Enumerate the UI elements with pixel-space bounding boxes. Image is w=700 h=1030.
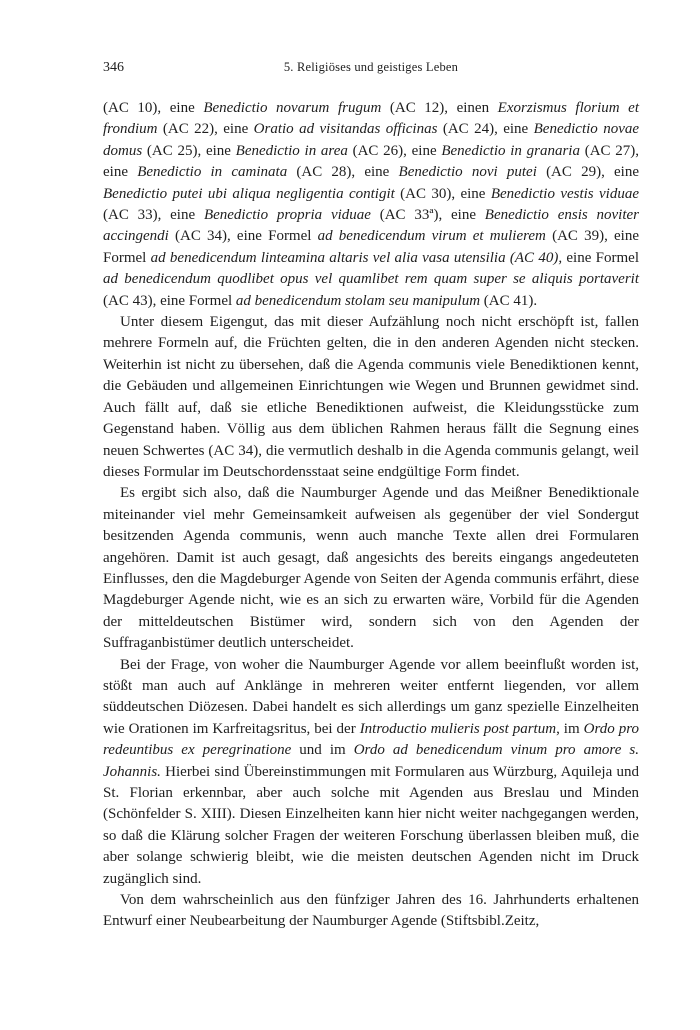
text-run: (AC 33ª), eine [370, 207, 485, 224]
latin-term: Benedictio in caminata [137, 164, 288, 181]
page-number: 346 [103, 60, 124, 75]
text-run: (AC 34), eine Formel [168, 228, 318, 245]
latin-term: Benedictio propria viduae [203, 207, 371, 224]
text-run: (AC 10), eine [103, 100, 204, 116]
latin-term: ad benedicendum virum et mulierem [317, 228, 546, 245]
text-run: (AC 26), eine [347, 142, 442, 159]
text-run: (AC 24), eine [437, 121, 534, 138]
text-run: , im [556, 720, 584, 737]
text-run: (AC 29), eine [536, 164, 640, 181]
latin-term: Oratio ad visitandas officinas [253, 121, 438, 138]
latin-term: Benedictio ensis noviter accingendi [103, 207, 639, 245]
text-run: Unter diesem Eigengut, das mit dieser Aufzählung noch nicht erschöpft ist, fallen mehrere Formeln auf, die Früchten gelten, die in den anderen Agenden nicht stecken. Weiterhin ist nicht zu übersehen, daß die Agenda communis viele Benediktionen kennt, die Gebäuden und allgemeinen Einrichtungen wie Wegen und Brunnen gewidmet sind. Auch fällt auf, daß sie etliche Benediktionen aufweist, die Kleidungsstücke zum Gegenstand haben. Völlig aus dem üblichen Rahmen heraus fällt die Segnung eines neuen Schwertes (AC 34), die vermutlich deshalb in die Agenda communis gelangt, weil dieses Formular im Deutschordensstaat seine endgültige Form findet. [103, 314, 639, 480]
text-run: (AC 43), eine Formel [103, 292, 236, 309]
latin-term: ad benedicendum quodlibet opus vel quamlibet rem quam super se aliquis portaverit [103, 271, 639, 288]
book-page [103, 60, 639, 933]
text-run: (AC 25), eine [142, 142, 236, 159]
paragraph [103, 890, 639, 933]
latin-term: Benedictio novae domus [103, 121, 640, 159]
text-run: Von dem wahrscheinlich aus den fünfziger Jahren des 16. Jahrhunderts erhaltenen Entwurf einer Neubearbeitung der Naumburger Agende (Stiftsbibl.Zeitz, [103, 892, 639, 930]
latin-term: Ordo ad benedicendum vinum pro amore s. Johannis. [103, 742, 639, 780]
text-run: Es ergibt sich also, daß die Naumburger Agende und das Meißner Benediktionale miteinander viel mehr Gemeinsamkeit aufweisen als gegenüber der viel Sondergut besitzenden Agenda communis, wenn auch manche Texte allen drei Formularen angehören. Damit ist auch gesagt, daß angesichts des bereits eingangs angedeuteten Einflusses, den die Magdeburger Agende von Seiten der Agenda communis erfährt, diese Magdeburger Agende nicht, wie es an sich zu erwarten wäre, Vorbild für die Agenden der mitteldeutschen Bistümer wird, sondern sich von den Agenden der Suffraganbistümer deutlich unterscheidet. [103, 485, 639, 652]
text-run: (AC 28), eine [287, 164, 399, 181]
body-text [103, 98, 639, 933]
text-run: (AC 33), eine [103, 207, 204, 224]
paragraph [103, 483, 639, 654]
latin-term: Benedictio in granaria [441, 142, 580, 159]
text-run: Hierbei sind Übereinstimmungen mit Formularen aus Würzburg, Aquileja und St. Florian erkennbar, aber auch solche mit Agenden aus Breslau und Minden (Schönfelder S. XIII). Diesen Einzelheiten kann hier nicht weiter nachgegangen werden, so daß die Klärung solcher Fragen der weiteren Forschung überlassen bleiben muß, die aber solange schwierig bleibt, wie die meisten deutschen Agenden nicht im Druck zugänglich sind. [103, 763, 639, 887]
latin-term: Benedictio putei ubi aliqua negligentia contigit [103, 185, 395, 202]
text-run: (AC 12), einen [381, 100, 498, 116]
paragraph [103, 312, 639, 483]
text-run: und im [291, 742, 354, 759]
latin-term: ad benedicendum stolam seu manipulum [235, 292, 481, 309]
latin-term: Benedictio in area [235, 142, 348, 159]
paragraph [103, 655, 639, 890]
latin-term: Benedictio novarum frugum [203, 100, 382, 116]
text-run: (AC 22), eine [157, 121, 254, 138]
latin-term: Exorzismus florium et frondium [103, 100, 640, 138]
running-head: 5. Religiöses und geistiges Leben [283, 60, 459, 74]
latin-term: Benedictio novi putei [398, 164, 537, 181]
latin-term: ad benedicendum linteamina altaris vel alia vasa utensilia (AC 40), [150, 249, 563, 266]
latin-term: Ordo pro redeuntibus ex peregrinatione [103, 720, 639, 759]
text-run: (AC 41). [480, 292, 538, 309]
text-run: Bei der Frage, von woher die Naumburger Agende vor allem beeinflußt worden ist, stößt man auch auf Anklänge in mehreren weiter entfernt liegenden, vor allem süddeutschen Diözesen. Dabei handelt es sich allerdings um ganz spezielle Einzelheiten wie Orationen im Karfreitagsritus, bei der [103, 656, 639, 737]
text-run: eine Formel [562, 249, 639, 266]
paragraph [103, 98, 639, 312]
text-run: (AC 30), eine [394, 185, 491, 202]
text-run: (AC 27), eine [103, 142, 640, 181]
page-header [103, 60, 639, 82]
latin-term: Introductio mulieris post partum [359, 720, 557, 737]
text-run: (AC 39), eine Formel [103, 228, 639, 266]
latin-term: Benedictio vestis viduae [490, 185, 639, 202]
